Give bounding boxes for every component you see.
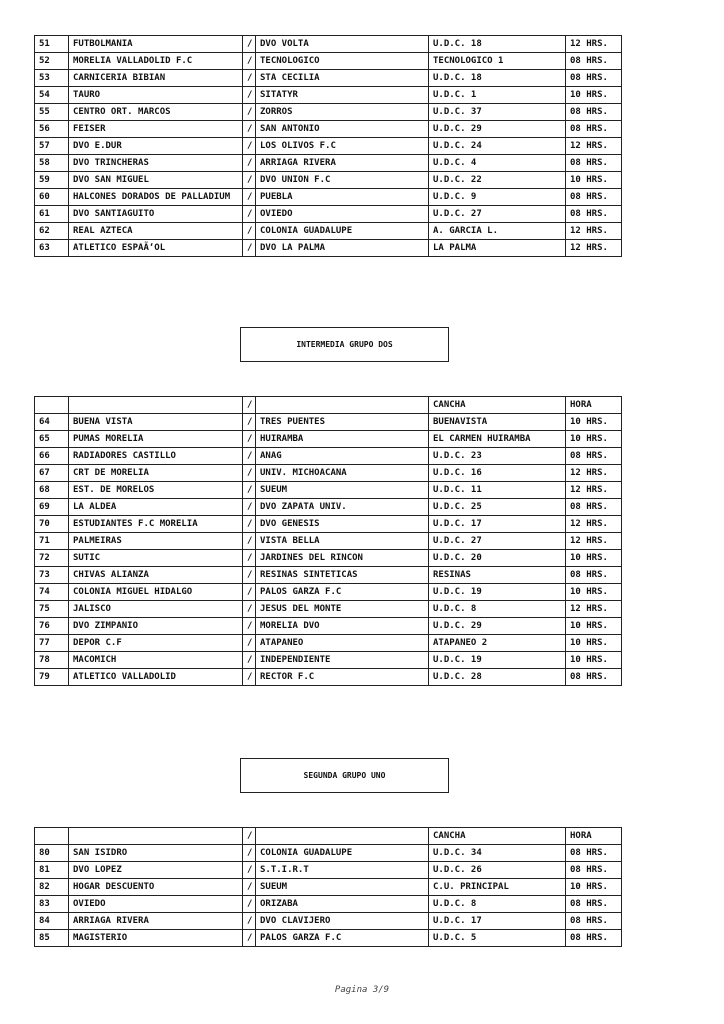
match-number-cell: 67 xyxy=(35,465,69,482)
venue-cell: U.D.C. 37 xyxy=(429,104,566,121)
header-separator-cell: / xyxy=(243,828,256,845)
home-team-cell: PALMEIRAS xyxy=(69,533,243,550)
header-separator-cell: / xyxy=(243,397,256,414)
away-team-cell: ANAG xyxy=(256,448,429,465)
venue-cell: RESINAS xyxy=(429,567,566,584)
venue-cell: BUENAVISTA xyxy=(429,414,566,431)
time-cell: 08 HRS. xyxy=(566,669,622,686)
separator-cell: / xyxy=(243,896,256,913)
time-cell: 12 HRS. xyxy=(566,240,622,257)
home-team-cell: CRT DE MORELIA xyxy=(69,465,243,482)
venue-cell: U.D.C. 24 xyxy=(429,138,566,155)
separator-cell: / xyxy=(243,240,256,257)
table-row xyxy=(35,223,622,240)
table-row xyxy=(35,845,622,862)
match-number-cell: 51 xyxy=(35,36,69,53)
away-team-cell: RECTOR F.C xyxy=(256,669,429,686)
match-number-cell: 62 xyxy=(35,223,69,240)
match-number-cell: 71 xyxy=(35,533,69,550)
match-number-cell: 84 xyxy=(35,913,69,930)
venue-cell: U.D.C. 17 xyxy=(429,913,566,930)
match-number-cell: 77 xyxy=(35,635,69,652)
header-match-number-cell xyxy=(35,828,69,845)
home-team-cell: DVO TRINCHERAS xyxy=(69,155,243,172)
away-team-cell: OVIEDO xyxy=(256,206,429,223)
table-row xyxy=(35,448,622,465)
home-team-cell: DVO LOPEZ xyxy=(69,862,243,879)
match-number-cell: 68 xyxy=(35,482,69,499)
home-team-cell: ATLETICO ESPAÃ‘OL xyxy=(69,240,243,257)
home-team-cell: ESTUDIANTES F.C MORELIA xyxy=(69,516,243,533)
match-number-cell: 82 xyxy=(35,879,69,896)
away-team-cell: DVO CLAVIJERO xyxy=(256,913,429,930)
home-team-cell: HALCONES DORADOS DE PALLADIUM xyxy=(69,189,243,206)
away-team-cell: UNIV. MICHOACANA xyxy=(256,465,429,482)
table-row xyxy=(35,482,622,499)
away-team-cell: SUEUM xyxy=(256,482,429,499)
home-team-cell: BUENA VISTA xyxy=(69,414,243,431)
separator-cell: / xyxy=(243,601,256,618)
venue-cell: U.D.C. 11 xyxy=(429,482,566,499)
separator-cell: / xyxy=(243,930,256,947)
venue-cell: U.D.C. 17 xyxy=(429,516,566,533)
match-number-cell: 81 xyxy=(35,862,69,879)
table-row xyxy=(35,465,622,482)
time-cell: 08 HRS. xyxy=(566,448,622,465)
match-number-cell: 83 xyxy=(35,896,69,913)
separator-cell: / xyxy=(243,431,256,448)
venue-cell: U.D.C. 8 xyxy=(429,601,566,618)
time-cell: 12 HRS. xyxy=(566,601,622,618)
separator-cell: / xyxy=(243,652,256,669)
home-team-cell: DVO E.DUR xyxy=(69,138,243,155)
away-team-cell: DVO VOLTA xyxy=(256,36,429,53)
header-time-cell: HORA xyxy=(566,397,622,414)
home-team-cell: HOGAR DESCUENTO xyxy=(69,879,243,896)
separator-cell: / xyxy=(243,70,256,87)
away-team-cell: SAN ANTONIO xyxy=(256,121,429,138)
table-row xyxy=(35,70,622,87)
match-number-cell: 65 xyxy=(35,431,69,448)
away-team-cell: TRES PUENTES xyxy=(256,414,429,431)
table-row xyxy=(35,499,622,516)
venue-cell: C.U. PRINCIPAL xyxy=(429,879,566,896)
table-row xyxy=(35,533,622,550)
table-row xyxy=(35,414,622,431)
separator-cell: / xyxy=(243,567,256,584)
home-team-cell: JALISCO xyxy=(69,601,243,618)
match-number-cell: 55 xyxy=(35,104,69,121)
home-team-cell: CHIVAS ALIANZA xyxy=(69,567,243,584)
time-cell: 08 HRS. xyxy=(566,896,622,913)
time-cell: 10 HRS. xyxy=(566,879,622,896)
match-number-cell: 79 xyxy=(35,669,69,686)
table-row xyxy=(35,206,622,223)
table-row xyxy=(35,879,622,896)
away-team-cell: DVO GENESIS xyxy=(256,516,429,533)
match-number-cell: 72 xyxy=(35,550,69,567)
home-team-cell: SAN ISIDRO xyxy=(69,845,243,862)
separator-cell: / xyxy=(243,465,256,482)
table-row xyxy=(35,930,622,947)
home-team-cell: DVO SANTIAGUITO xyxy=(69,206,243,223)
venue-cell: U.D.C. 19 xyxy=(429,584,566,601)
separator-cell: / xyxy=(243,172,256,189)
time-cell: 10 HRS. xyxy=(566,550,622,567)
separator-cell: / xyxy=(243,104,256,121)
time-cell: 08 HRS. xyxy=(566,53,622,70)
header-match-number-cell xyxy=(35,397,69,414)
table-row xyxy=(35,896,622,913)
table-row xyxy=(35,240,622,257)
away-team-cell: ZORROS xyxy=(256,104,429,121)
match-number-cell: 66 xyxy=(35,448,69,465)
match-number-cell: 80 xyxy=(35,845,69,862)
separator-cell: / xyxy=(243,138,256,155)
time-cell: 08 HRS. xyxy=(566,155,622,172)
match-number-cell: 76 xyxy=(35,618,69,635)
separator-cell: / xyxy=(243,155,256,172)
home-team-cell: DVO SAN MIGUEL xyxy=(69,172,243,189)
separator-cell: / xyxy=(243,618,256,635)
separator-cell: / xyxy=(243,669,256,686)
home-team-cell: ATLETICO VALLADOLID xyxy=(69,669,243,686)
separator-cell: / xyxy=(243,87,256,104)
away-team-cell: JESUS DEL MONTE xyxy=(256,601,429,618)
separator-cell: / xyxy=(243,499,256,516)
table-row xyxy=(35,516,622,533)
home-team-cell: FEISER xyxy=(69,121,243,138)
home-team-cell: ARRIAGA RIVERA xyxy=(69,913,243,930)
venue-cell: U.D.C. 1 xyxy=(429,87,566,104)
away-team-cell: DVO LA PALMA xyxy=(256,240,429,257)
schedule-table-top xyxy=(34,35,622,257)
time-cell: 12 HRS. xyxy=(566,138,622,155)
home-team-cell: MACOMICH xyxy=(69,652,243,669)
venue-cell: U.D.C. 18 xyxy=(429,36,566,53)
time-cell: 12 HRS. xyxy=(566,223,622,240)
table-header-row xyxy=(35,397,622,414)
table-row xyxy=(35,601,622,618)
venue-cell: U.D.C. 9 xyxy=(429,189,566,206)
venue-cell: U.D.C. 34 xyxy=(429,845,566,862)
time-cell: 08 HRS. xyxy=(566,70,622,87)
header-home-team-cell xyxy=(69,397,243,414)
match-number-cell: 57 xyxy=(35,138,69,155)
time-cell: 12 HRS. xyxy=(566,465,622,482)
table-row xyxy=(35,618,622,635)
match-number-cell: 52 xyxy=(35,53,69,70)
time-cell: 12 HRS. xyxy=(566,36,622,53)
match-number-cell: 75 xyxy=(35,601,69,618)
time-cell: 10 HRS. xyxy=(566,431,622,448)
away-team-cell: VISTA BELLA xyxy=(256,533,429,550)
time-cell: 08 HRS. xyxy=(566,930,622,947)
away-team-cell: PALOS GARZA F.C xyxy=(256,930,429,947)
home-team-cell: MAGISTERIO xyxy=(69,930,243,947)
match-number-cell: 56 xyxy=(35,121,69,138)
time-cell: 08 HRS. xyxy=(566,499,622,516)
venue-cell: ATAPANEO 2 xyxy=(429,635,566,652)
venue-cell: EL CARMEN HUIRAMBA xyxy=(429,431,566,448)
home-team-cell: EST. DE MORELOS xyxy=(69,482,243,499)
home-team-cell: PUMAS MORELIA xyxy=(69,431,243,448)
separator-cell: / xyxy=(243,482,256,499)
home-team-cell: COLONIA MIGUEL HIDALGO xyxy=(69,584,243,601)
header-away-team-cell xyxy=(256,828,429,845)
table-row xyxy=(35,172,622,189)
match-number-cell: 58 xyxy=(35,155,69,172)
table-row xyxy=(35,862,622,879)
separator-cell: / xyxy=(243,36,256,53)
time-cell: 08 HRS. xyxy=(566,862,622,879)
away-team-cell: JARDINES DEL RINCON xyxy=(256,550,429,567)
away-team-cell: MORELIA DVO xyxy=(256,618,429,635)
away-team-cell: PUEBLA xyxy=(256,189,429,206)
away-team-cell: DVO ZAPATA UNIV. xyxy=(256,499,429,516)
home-team-cell: REAL AZTECA xyxy=(69,223,243,240)
home-team-cell: FUTBOLMANIA xyxy=(69,36,243,53)
venue-cell: U.D.C. 22 xyxy=(429,172,566,189)
away-team-cell: STA CECILIA xyxy=(256,70,429,87)
venue-cell: U.D.C. 29 xyxy=(429,121,566,138)
section-title-intermedia-grupo-dos: INTERMEDIA GRUPO DOS xyxy=(240,327,449,362)
separator-cell: / xyxy=(243,913,256,930)
venue-cell: U.D.C. 5 xyxy=(429,930,566,947)
time-cell: 10 HRS. xyxy=(566,652,622,669)
venue-cell: U.D.C. 23 xyxy=(429,448,566,465)
header-home-team-cell xyxy=(69,828,243,845)
table-row xyxy=(35,567,622,584)
match-number-cell: 53 xyxy=(35,70,69,87)
separator-cell: / xyxy=(243,223,256,240)
page-number: Pagina 3/9 xyxy=(334,985,390,995)
time-cell: 08 HRS. xyxy=(566,206,622,223)
time-cell: 10 HRS. xyxy=(566,635,622,652)
away-team-cell: HUIRAMBA xyxy=(256,431,429,448)
time-cell: 10 HRS. xyxy=(566,172,622,189)
header-venue-cell: CANCHA xyxy=(429,828,566,845)
match-number-cell: 59 xyxy=(35,172,69,189)
venue-cell: TECNOLOGICO 1 xyxy=(429,53,566,70)
match-number-cell: 78 xyxy=(35,652,69,669)
match-number-cell: 74 xyxy=(35,584,69,601)
table-row xyxy=(35,53,622,70)
match-number-cell: 85 xyxy=(35,930,69,947)
match-number-cell: 69 xyxy=(35,499,69,516)
separator-cell: / xyxy=(243,206,256,223)
schedule-table-intermedia-grupo-dos xyxy=(34,396,622,686)
separator-cell: / xyxy=(243,845,256,862)
away-team-cell: S.T.I.R.T xyxy=(256,862,429,879)
table-row xyxy=(35,431,622,448)
separator-cell: / xyxy=(243,189,256,206)
time-cell: 12 HRS. xyxy=(566,516,622,533)
header-venue-cell: CANCHA xyxy=(429,397,566,414)
away-team-cell: DVO UNION F.C xyxy=(256,172,429,189)
away-team-cell: RESINAS SINTETICAS xyxy=(256,567,429,584)
match-number-cell: 61 xyxy=(35,206,69,223)
match-number-cell: 63 xyxy=(35,240,69,257)
away-team-cell: COLONIA GUADALUPE xyxy=(256,845,429,862)
table-row xyxy=(35,138,622,155)
schedule-table-segunda-grupo-uno xyxy=(34,827,622,947)
table-row xyxy=(35,104,622,121)
venue-cell: U.D.C. 27 xyxy=(429,533,566,550)
table-row xyxy=(35,584,622,601)
time-cell: 08 HRS. xyxy=(566,189,622,206)
match-number-cell: 64 xyxy=(35,414,69,431)
away-team-cell: LOS OLIVOS F.C xyxy=(256,138,429,155)
match-number-cell: 73 xyxy=(35,567,69,584)
match-number-cell: 70 xyxy=(35,516,69,533)
venue-cell: U.D.C. 20 xyxy=(429,550,566,567)
venue-cell: U.D.C. 19 xyxy=(429,652,566,669)
table-row xyxy=(35,635,622,652)
separator-cell: / xyxy=(243,53,256,70)
home-team-cell: OVIEDO xyxy=(69,896,243,913)
away-team-cell: SUEUM xyxy=(256,879,429,896)
separator-cell: / xyxy=(243,635,256,652)
section-title-segunda-grupo-uno: SEGUNDA GRUPO UNO xyxy=(240,758,449,793)
home-team-cell: TAURO xyxy=(69,87,243,104)
separator-cell: / xyxy=(243,879,256,896)
time-cell: 08 HRS. xyxy=(566,913,622,930)
venue-cell: U.D.C. 26 xyxy=(429,862,566,879)
home-team-cell: LA ALDEA xyxy=(69,499,243,516)
venue-cell: U.D.C. 29 xyxy=(429,618,566,635)
time-cell: 08 HRS. xyxy=(566,121,622,138)
venue-cell: U.D.C. 25 xyxy=(429,499,566,516)
venue-cell: U.D.C. 27 xyxy=(429,206,566,223)
table-row xyxy=(35,87,622,104)
time-cell: 10 HRS. xyxy=(566,87,622,104)
home-team-cell: DEPOR C.F xyxy=(69,635,243,652)
table-row xyxy=(35,652,622,669)
away-team-cell: PALOS GARZA F.C xyxy=(256,584,429,601)
separator-cell: / xyxy=(243,448,256,465)
venue-cell: U.D.C. 18 xyxy=(429,70,566,87)
table-row xyxy=(35,913,622,930)
match-number-cell: 60 xyxy=(35,189,69,206)
away-team-cell: SITATYR xyxy=(256,87,429,104)
venue-cell: LA PALMA xyxy=(429,240,566,257)
table-row xyxy=(35,155,622,172)
time-cell: 12 HRS. xyxy=(566,482,622,499)
time-cell: 08 HRS. xyxy=(566,567,622,584)
venue-cell: A. GARCIA L. xyxy=(429,223,566,240)
table-row xyxy=(35,550,622,567)
home-team-cell: SUTIC xyxy=(69,550,243,567)
time-cell: 08 HRS. xyxy=(566,104,622,121)
header-away-team-cell xyxy=(256,397,429,414)
away-team-cell: ORIZABA xyxy=(256,896,429,913)
home-team-cell: CENTRO ORT. MARCOS xyxy=(69,104,243,121)
separator-cell: / xyxy=(243,550,256,567)
table-row xyxy=(35,36,622,53)
venue-cell: U.D.C. 8 xyxy=(429,896,566,913)
home-team-cell: RADIADORES CASTILLO xyxy=(69,448,243,465)
separator-cell: / xyxy=(243,584,256,601)
header-time-cell: HORA xyxy=(566,828,622,845)
table-row xyxy=(35,669,622,686)
table-row xyxy=(35,189,622,206)
away-team-cell: ARRIAGA RIVERA xyxy=(256,155,429,172)
time-cell: 10 HRS. xyxy=(566,618,622,635)
away-team-cell: COLONIA GUADALUPE xyxy=(256,223,429,240)
time-cell: 10 HRS. xyxy=(566,584,622,601)
separator-cell: / xyxy=(243,121,256,138)
away-team-cell: TECNOLOGICO xyxy=(256,53,429,70)
away-team-cell: ATAPANEO xyxy=(256,635,429,652)
table-row xyxy=(35,121,622,138)
separator-cell: / xyxy=(243,862,256,879)
home-team-cell: DVO ZIMPANIO xyxy=(69,618,243,635)
time-cell: 10 HRS. xyxy=(566,414,622,431)
venue-cell: U.D.C. 16 xyxy=(429,465,566,482)
venue-cell: U.D.C. 28 xyxy=(429,669,566,686)
home-team-cell: MORELIA VALLADOLID F.C xyxy=(69,53,243,70)
separator-cell: / xyxy=(243,414,256,431)
home-team-cell: CARNICERIA BIBIAN xyxy=(69,70,243,87)
match-number-cell: 54 xyxy=(35,87,69,104)
table-header-row xyxy=(35,828,622,845)
separator-cell: / xyxy=(243,516,256,533)
separator-cell: / xyxy=(243,533,256,550)
away-team-cell: INDEPENDIENTE xyxy=(256,652,429,669)
venue-cell: U.D.C. 4 xyxy=(429,155,566,172)
time-cell: 12 HRS. xyxy=(566,533,622,550)
time-cell: 08 HRS. xyxy=(566,845,622,862)
